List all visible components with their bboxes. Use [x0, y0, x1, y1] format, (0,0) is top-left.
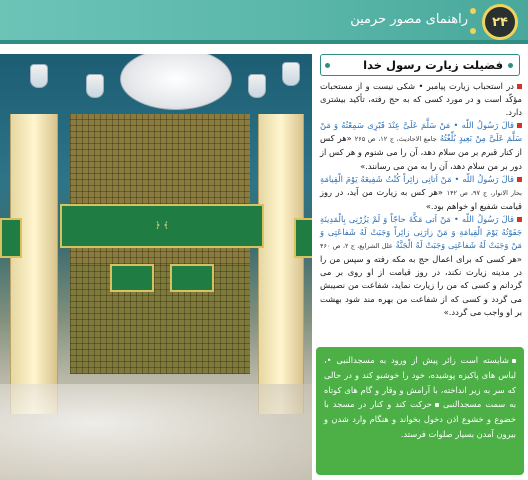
inscription-plaque	[0, 218, 22, 258]
note-text: حرکت کند و کنار در مسجد با خضوع و خشوع اذن دخول بخواند و هنگام وارد شدن و بیرون آمدن بسیار صلوات فرستد.	[324, 399, 516, 439]
section-title: فضیلت زیارت رسول خدا	[363, 58, 503, 72]
hadith	[320, 119, 522, 172]
note-box	[316, 347, 524, 475]
bullet-icon	[325, 63, 330, 68]
pillar	[258, 114, 304, 414]
hadith-reference: بحار الانوار، ج ۹۷، ص ۱۴۲	[446, 188, 522, 197]
lantern-icon	[86, 74, 104, 98]
inscription-plaque: ﴾ ﴿	[60, 204, 264, 248]
page-number-badge	[482, 4, 518, 40]
bullet-icon	[517, 217, 522, 222]
pillar	[10, 114, 58, 414]
hadith-translation: «هر کس به زیارت من آید، در روز قیامت شفیع او خواهم بود.»	[320, 186, 522, 211]
hadith	[320, 213, 522, 319]
hadith	[320, 173, 522, 213]
section-title-box	[320, 54, 520, 76]
lantern-icon	[248, 74, 266, 98]
hadith-translation: «هر کس از کنار قبرم بر من سلام دهد، آن را می شنوم و هر کس از دور بر من سلام دهد، آن را به من می رسانند.»	[320, 133, 522, 171]
paragraph-text: در استحباب زیارت پیامبر • شکی نیست و از مستحبات مؤکّد است و در مورد کسی که به حج رفته، تأکید بیشتری دارد.	[320, 81, 522, 118]
hadith-translation: «هر کسی که برای اعمال حج به مکه رفته و سپس من را در مدینه زیارت نکند، در روز قیامت از او روی بر می گردانم و کسی که من را زیارت نماید، شفاعت من نصیبش می گردد و کسی که از شفاعت من بهره مند شود بهشت بر او واجب می گردد.»	[320, 254, 522, 317]
bullet-icon	[512, 359, 516, 363]
lower-grill	[70, 264, 250, 374]
bullet-icon	[508, 63, 513, 68]
bullet-icon	[517, 177, 522, 182]
crowd-blur	[0, 384, 312, 480]
lantern-icon	[282, 62, 300, 86]
ornament-icon	[470, 28, 476, 34]
bullet-icon	[517, 84, 522, 89]
header-stripe	[0, 40, 528, 44]
lantern-icon	[30, 64, 48, 88]
mosque-photo	[0, 54, 312, 480]
bullet-icon	[435, 403, 439, 407]
dome-lamp-icon	[120, 54, 232, 110]
paragraph	[320, 80, 522, 119]
page-header	[0, 0, 528, 44]
grill-door	[110, 264, 154, 292]
hadith-arabic: قالَ رَسُولُ اللّه • مَنْ سَلَّمَ عَلَیَّ عِنْدَ قَبْرِی سَمِعْتُهُ وَ مَنْ سَلَّمَ عَلَیَّ مِنْ بَعِیدٍ بُلِّغْتُهُ	[320, 120, 523, 144]
hadith-reference: علل الشرایع، ج ۲، ص ۴۶۰	[320, 242, 393, 251]
bullet-icon	[517, 123, 522, 128]
grill-door	[170, 264, 214, 292]
note-text: شایسته است زائر پیش از ورود به مسجدالنبی •، لباس های پاکیزه پوشیده، خود را خوشبو کند و در حالی که سر به زیر انداخته، با آرامش و وقار و گام های کوتاه به سمت مسجدالنبی	[324, 355, 517, 410]
inscription-plaque	[294, 218, 312, 258]
ornament-icon	[470, 8, 476, 14]
hadith-arabic: قالَ رَسُولُ اللّه • مَنْ اَتی مَکَّةَ حاجّاً وَ لَمْ یَزُرْنِی بِالْمَدِینَةِ جَفَوْتُهُ یَوْمَ الْقِیامَةِ وَ مَنْ زارَنِی زائِراً وَجَبَتْ لَهُ شَفاعَتِی وَ مَنْ وَجَبَتْ لَهُ شَفاعَتِی وَجَبَتْ لَهُ الْجَنَّةُ	[320, 213, 522, 251]
article-text	[320, 80, 522, 380]
book-title: راهنمای مصور حرمین	[350, 12, 468, 27]
hadith-arabic: قالَ رَسُولُ اللّه • مَنْ اَتانِی زائِراً کُنْتُ شَفِیعَهُ یَوْمَ الْقِیامَةِ	[320, 173, 514, 184]
page-number: ۲۴	[492, 14, 508, 30]
hadith-reference: جامع الاحادیث، ج ۱۲، ص ۲۶۵	[354, 135, 437, 144]
